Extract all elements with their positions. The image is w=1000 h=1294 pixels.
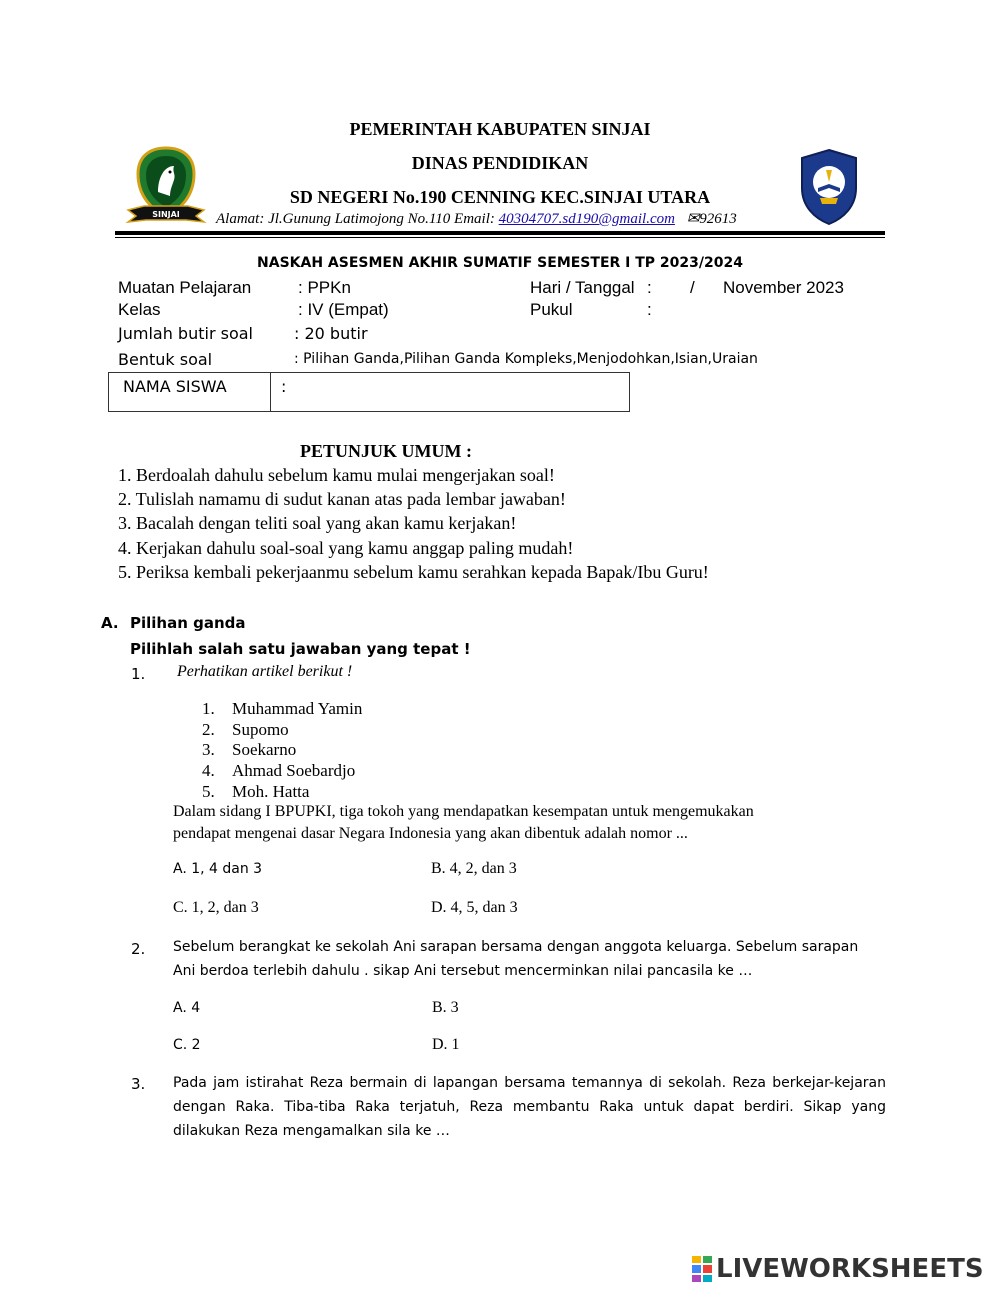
question-number: 2. (131, 940, 146, 958)
section-a-instruction: Pilihlah salah satu jawaban yang tepat ! (130, 640, 471, 658)
list-item-number: 3. (202, 740, 215, 759)
mail-icon: ✉ (686, 211, 700, 227)
option-b[interactable]: B. 3 (432, 999, 459, 1016)
question-number: 3. (131, 1075, 146, 1093)
list-item-number: 1. (202, 699, 215, 718)
header-line-2: DINAS PENDIDIKAN (411, 153, 589, 173)
muatan-label: Muatan Pelajaran (118, 278, 252, 297)
pukul-colon: : (647, 300, 652, 319)
list-item-number: 5. (202, 782, 215, 801)
liveworksheets-logo-icon (692, 1256, 712, 1282)
header-line-1: PEMERINTAH KABUPATEN SINJAI (349, 119, 651, 139)
question-text: Sebelum berangkat ke sekolah Ani sarapan bersama dengan anggota keluarga. Sebelum sarapan (173, 939, 859, 955)
petunjuk-item: 4. Kerjakan dahulu soal-soal yang kamu anggap paling mudah! (118, 538, 574, 558)
header-divider-thick (115, 231, 885, 235)
list-item: Muhammad Yamin (232, 699, 363, 718)
student-name-label: NAMA SISWA (123, 377, 227, 396)
petunjuk-item: 1. Berdoalah dahulu sebelum kamu mulai mengerjakan soal! (118, 465, 555, 485)
emblem-ribbon-text: SINJAI (152, 210, 180, 219)
school-shield-logo (798, 148, 860, 226)
email-link[interactable]: 40304707.sd190@gmail.com (498, 211, 675, 227)
section-a-letter: A. (101, 614, 119, 632)
muatan-value: : PPKn (298, 278, 351, 297)
list-item: Ahmad Soebardjo (232, 761, 356, 780)
question-text: Pada jam istirahat Reza bermain di lapangan bersama temannya di sekolah. Reza berkejar-kejaran dengan Raka. Tiba-tiba Raka terjatuh, Reza membantu Raka untuk dapat berdiri. Sikap yang dilakukan Reza mengamalkan sila ke … (173, 1075, 886, 1139)
option-d[interactable]: D. 1 (432, 1036, 460, 1053)
list-item: Soekarno (232, 740, 297, 759)
question-text: Dalam sidang I BPUPKI, tiga tokoh yang mendapatkan kesempatan untuk mengemukakan (173, 803, 754, 820)
exam-title: NASKAH ASESMEN AKHIR SUMATIF SEMESTER I TP 2023/2024 (257, 255, 743, 271)
student-name-field[interactable]: : (281, 377, 287, 396)
bentuk-label: Bentuk soal (118, 350, 213, 369)
regency-emblem-logo (124, 144, 208, 228)
question-text: pendapat mengenai dasar Negara Indonesia yang akan dibentuk adalah nomor ... (173, 825, 688, 842)
list-item-number: 2. (202, 720, 215, 739)
list-item: Supomo (232, 720, 289, 739)
question-text: Ani berdoa terlebih dahulu . sikap Ani tersebut mencerminkan nilai pancasila ke … (173, 963, 753, 979)
hari-slash: / (690, 278, 695, 297)
option-d[interactable]: D. 4, 5, dan 3 (431, 899, 518, 916)
hari-label: Hari / Tanggal (530, 278, 635, 297)
hari-value: November 2023 (723, 278, 844, 297)
question-intro: Perhatikan artikel berikut ! (177, 663, 353, 680)
postal-code: 92613 (699, 211, 737, 227)
liveworksheets-brand (692, 1254, 984, 1284)
option-c[interactable]: C. 1, 2, dan 3 (173, 899, 259, 916)
petunjuk-item: 2. Tulislah namamu di sudut kanan atas pada lembar jawaban! (118, 489, 566, 509)
kelas-value: : IV (Empat) (298, 300, 389, 319)
liveworksheets-brand-text: LIVEWORKSHEETS (716, 1254, 984, 1284)
petunjuk-title: PETUNJUK UMUM : (300, 441, 472, 461)
option-b[interactable]: B. 4, 2, dan 3 (431, 860, 517, 877)
option-a[interactable]: A. 1, 4 dan 3 (173, 861, 263, 877)
kelas-label: Kelas (118, 300, 161, 319)
jumlah-value: : 20 butir (294, 324, 368, 343)
address-line (216, 209, 737, 228)
petunjuk-item: 3. Bacalah dengan teliti soal yang akan kamu kerjakan! (118, 513, 517, 533)
list-item-number: 4. (202, 761, 215, 780)
hari-colon: : (647, 278, 652, 297)
question-number: 1. (131, 665, 146, 683)
section-a-title: Pilihan ganda (130, 614, 246, 632)
name-box-divider (270, 373, 271, 411)
bentuk-value: : Pilihan Ganda,Pilihan Ganda Kompleks,Menjodohkan,Isian,Uraian (294, 351, 758, 367)
option-a[interactable]: A. 4 (173, 1000, 201, 1016)
header-line-3: SD NEGERI No.190 CENNING KEC.SINJAI UTARA (289, 187, 711, 207)
header-divider-thin (115, 237, 885, 238)
option-c[interactable]: C. 2 (173, 1037, 201, 1053)
address-prefix: Alamat: Jl.Gunung Latimojong No.110 Email: (216, 211, 495, 227)
list-item: Moh. Hatta (232, 782, 310, 801)
petunjuk-item: 5. Periksa kembali pekerjaanmu sebelum kamu serahkan kepada Bapak/Ibu Guru! (118, 562, 709, 582)
pukul-label: Pukul (530, 300, 573, 319)
jumlah-label: Jumlah butir soal (118, 324, 253, 343)
